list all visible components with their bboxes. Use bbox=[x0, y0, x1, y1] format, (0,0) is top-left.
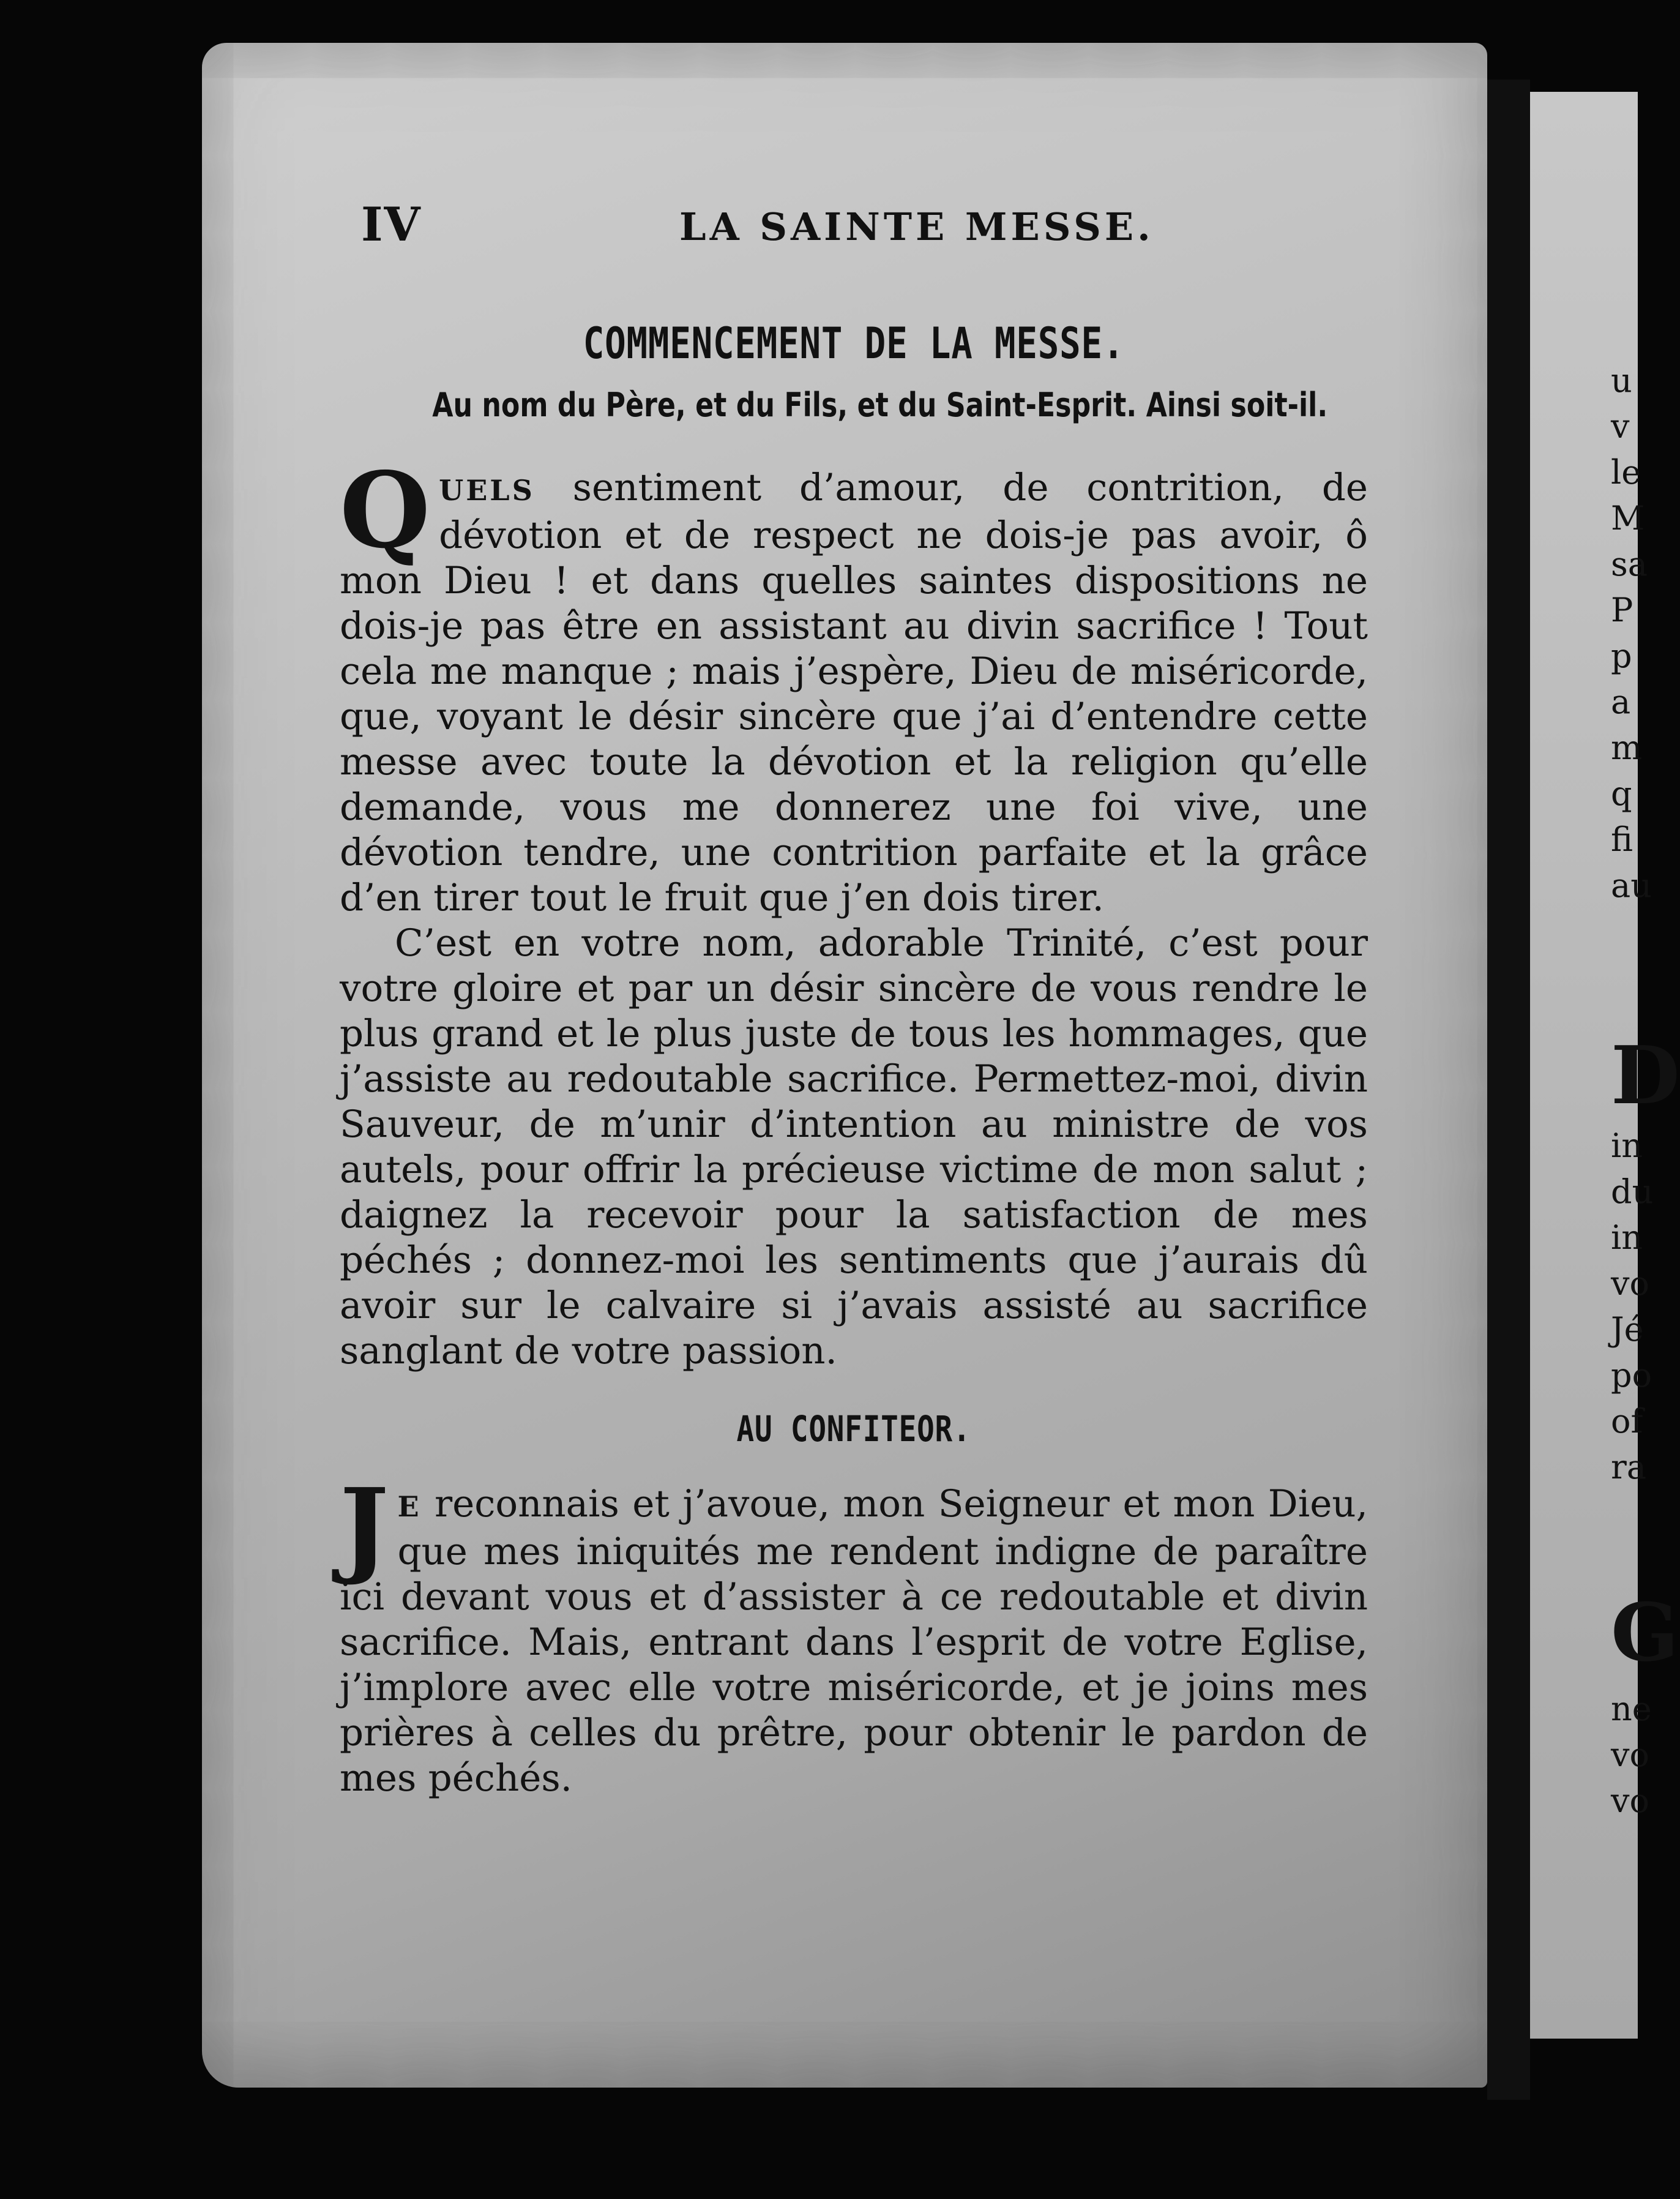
facing-line: sa bbox=[1611, 545, 1648, 583]
facing-line: vo bbox=[1611, 1781, 1650, 1820]
confiteor-text bbox=[340, 1466, 1368, 1801]
facing-line: v bbox=[1611, 407, 1630, 446]
facing-line: a bbox=[1611, 683, 1631, 721]
paragraph-3-text: reconnais et j’avoue, mon Seigneur et mon Dieu, que mes iniquités me rendent indigne de paraître ici devant vous et d’assister à ce redoutable et divin sacrifice. Mais, entrant dans l’esprit de votre Eglise, j’implore avec elle votre miséricorde, et je joins mes prières à celles du prêtre, pour obtenir le pardon de mes péchés. bbox=[340, 1482, 1368, 1800]
section-commencement bbox=[340, 318, 1368, 369]
page-number: IV bbox=[361, 197, 422, 252]
facing-line: du bbox=[1611, 1172, 1654, 1211]
facing-dropcap-2: G bbox=[1611, 1586, 1679, 1679]
lead-word-2: E bbox=[397, 1490, 422, 1523]
facing-line: fi bbox=[1611, 820, 1633, 859]
facing-line: po bbox=[1611, 1356, 1652, 1395]
facing-line: P bbox=[1611, 591, 1633, 629]
paragraph-1-text: sentiment d’amour, de contrition, de dévotion et de respect ne dois-je pas avoir, ô mon Dieu ! et dans quelles saintes dispositions ne dois-je pas être en assistant au divin sacrifice ! Tout cela me manque ; mais j’espère, Dieu de miséricorde, que, voyant le désir sincère que j’ai d’entendre cette messe avec toute la dévotion et la religion qu’elle demande, vous me donnerez une foi vive, une dévotion tendre, une contrition parfaite et la grâce d’en tirer tout le fruit que j’en dois tirer. bbox=[340, 466, 1368, 920]
paragraph-2: C’est en votre nom, adorable Trinité, c’est pour votre gloire et par un désir sincère de vous rendre le plus grand et le plus juste de tous les hommages, que j’assiste au redoutable sacrifice. Permettez-moi, divin Sauveur, de m’unir d’intention au ministre de vos autels, pour offrir la précieuse victime de mon salut ; daignez la recevoir pour la satisfaction de mes péchés ; donnez-moi les sentiments que j’aurais dû avoir sur le calvaire si j’avais assisté au sacrifice sanglant de votre passion. bbox=[340, 921, 1368, 1373]
rubric-block bbox=[340, 386, 1368, 424]
section-confiteor bbox=[340, 1408, 1368, 1450]
running-head bbox=[361, 197, 1377, 258]
facing-line: ra bbox=[1611, 1448, 1647, 1486]
rubric-text: Au nom du Père, et du Fils, et du Saint-Esprit. Ainsi soit-il. bbox=[432, 386, 1328, 424]
facing-line: au bbox=[1611, 866, 1652, 905]
facing-line: u bbox=[1611, 361, 1632, 400]
facing-line: in bbox=[1611, 1126, 1643, 1165]
facing-line: vo bbox=[1611, 1736, 1650, 1774]
facing-line: of bbox=[1611, 1402, 1643, 1440]
paragraph-3 bbox=[340, 1466, 1368, 1801]
prayer-text bbox=[340, 449, 1368, 1374]
drop-cap: Q bbox=[340, 449, 431, 572]
facing-line: m bbox=[1611, 729, 1643, 767]
facing-line: M bbox=[1611, 499, 1645, 538]
facing-line: in bbox=[1611, 1218, 1643, 1257]
facing-line: ne bbox=[1611, 1690, 1652, 1728]
facing-line: q bbox=[1611, 774, 1632, 813]
facing-line: Jé bbox=[1611, 1310, 1644, 1349]
facing-line: vo bbox=[1611, 1264, 1650, 1303]
paragraph-1 bbox=[340, 449, 1368, 921]
facing-dropcap: D bbox=[1611, 1028, 1680, 1122]
section-heading-2: AU CONFITEOR. bbox=[736, 1408, 971, 1450]
drop-cap-2: J bbox=[340, 1466, 389, 1588]
running-title: LA SAINTE MESSE. bbox=[679, 204, 1154, 249]
book-gutter bbox=[1487, 80, 1530, 2100]
facing-line: le bbox=[1611, 453, 1641, 492]
section-heading: COMMENCEMENT DE LA MESSE. bbox=[583, 318, 1125, 369]
lead-word: UELS bbox=[439, 474, 535, 507]
facing-line: p bbox=[1611, 637, 1632, 675]
